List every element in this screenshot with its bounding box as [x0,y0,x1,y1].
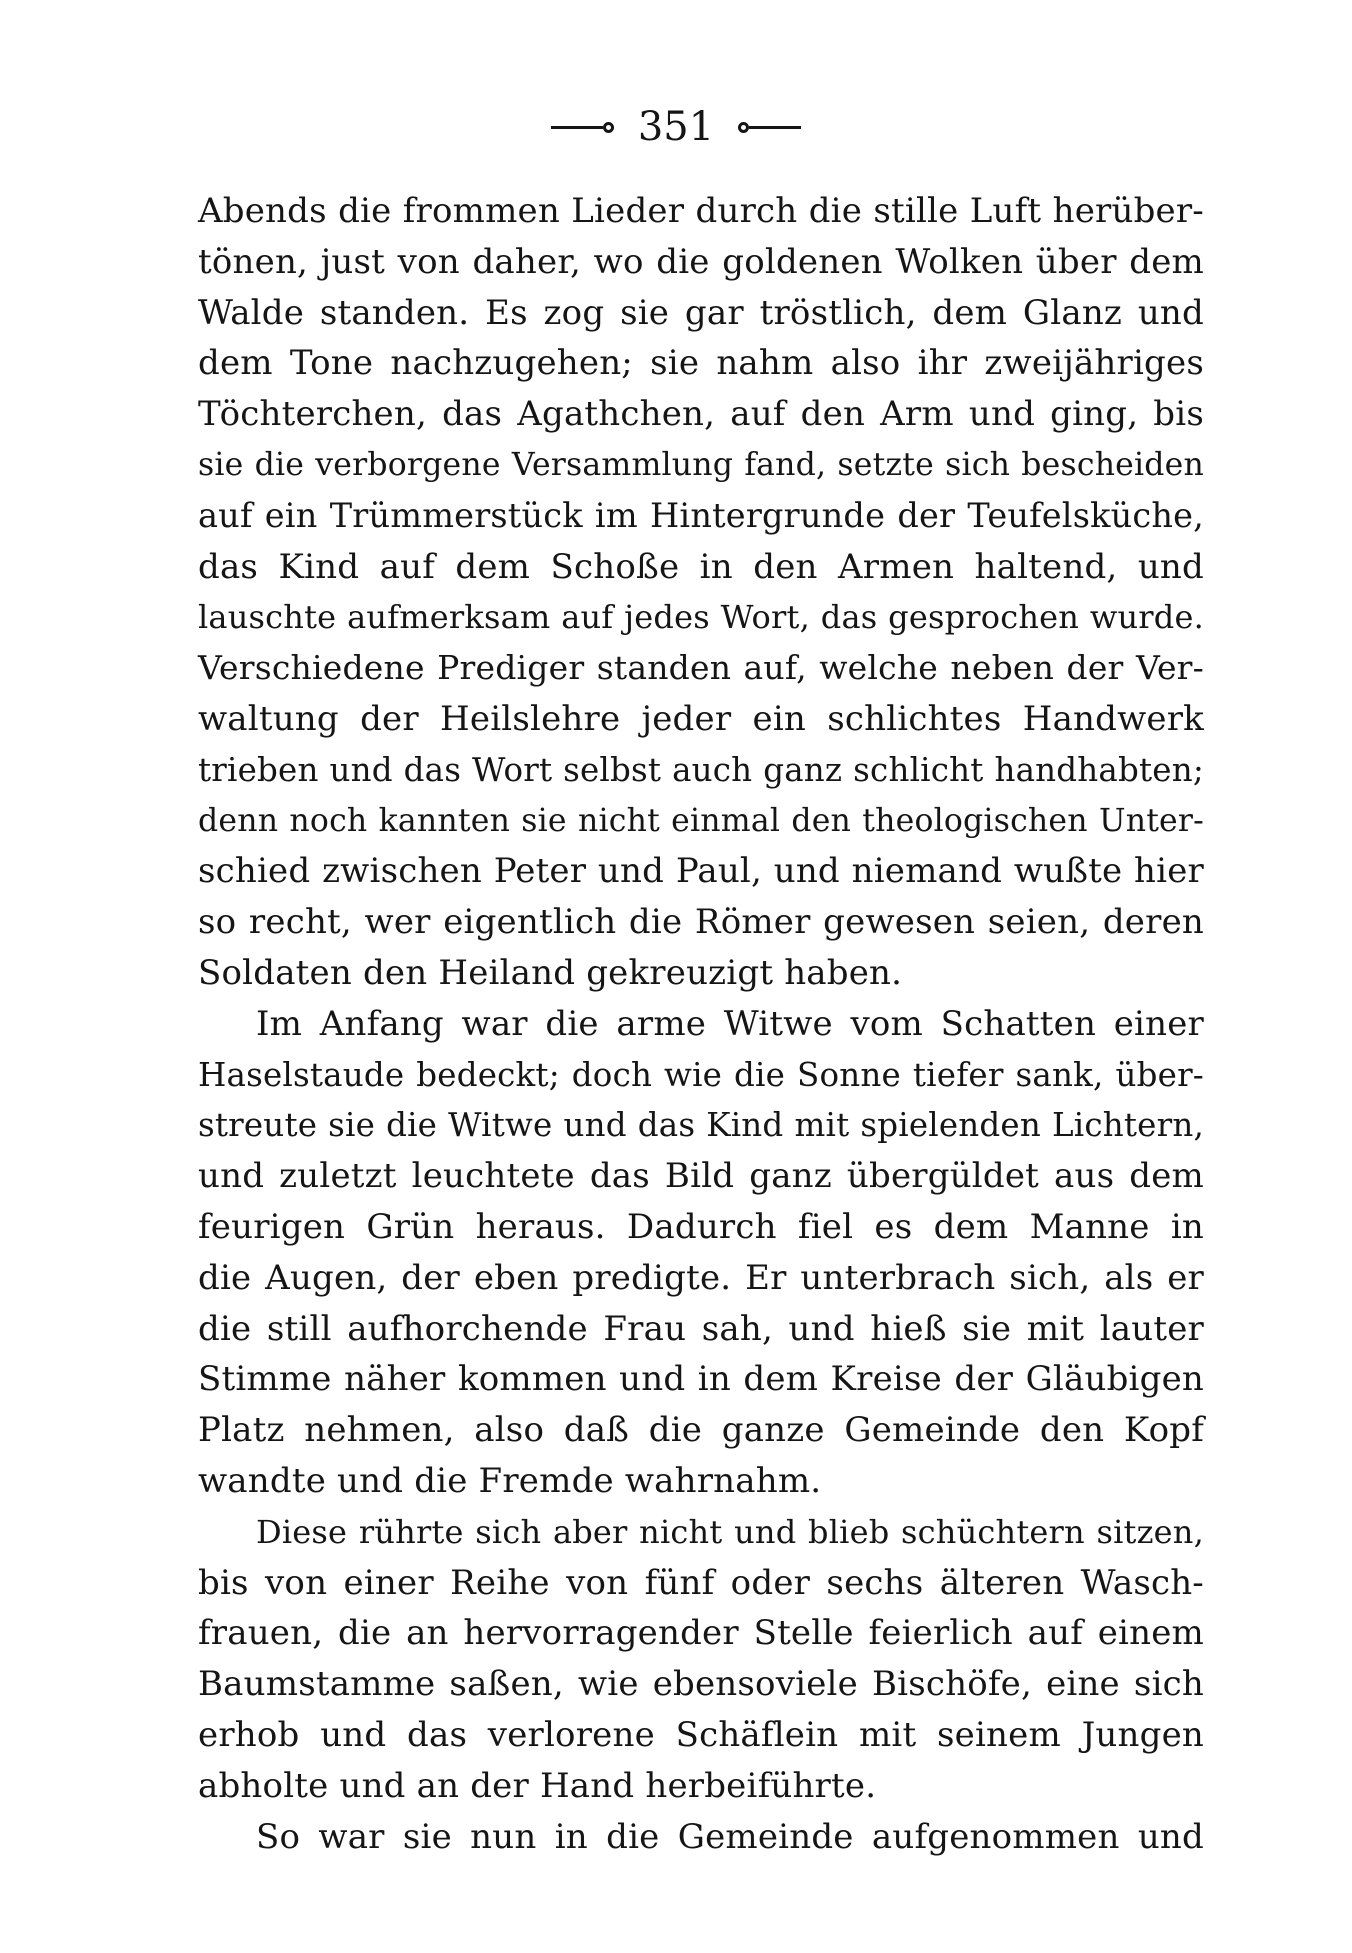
ornament-line [551,126,603,129]
text-line: auf ein Trümmerstück im Hintergrunde der Teufelsküche, [198,495,1204,535]
text-line: Verschiedene Prediger standen auf, welche neben der Ver- [198,648,1204,688]
text-line: Walde standen. Es zog sie gar tröstlich, dem Glanz und [198,292,1204,333]
body-text [198,186,1204,1862]
text-line: so recht, wer eigentlich die Römer gewesen seien, deren [198,902,1204,943]
text-line: wandte und die Fremde wahrnahm. [198,1460,822,1501]
right-ornament [738,122,801,133]
ornament-line [749,126,801,129]
text-line: schied zwischen Peter und Paul, und niemand wußte hier [198,851,1204,892]
text-line: das Kind auf dem Schoße in den Armen haltend, und [198,546,1204,587]
text-line: abholte und an der Hand herbeiführte. [198,1765,877,1806]
text-line: Töchterchen, das Agathchen, auf den Arm und ging, bis [198,394,1204,435]
text-line: So war sie nun in die Gemeinde aufgenommen und [256,1816,1204,1857]
ornament-ring [603,122,614,133]
text-line: frauen, die an hervorragender Stelle feierlich auf einem [198,1613,1204,1654]
text-line: bis von einer Reihe von fünf oder sechs älteren Wasch- [198,1562,1204,1603]
text-line: trieben und das Wort selbst auch ganz schlicht handhabten; [198,750,1204,789]
text-line: Soldaten den Heiland gekreuzigt haben. [198,952,903,993]
text-line: lauschte aufmerksam auf jedes Wort, das gesprochen wurde. [198,598,1204,637]
text-line: Haselstaude bedeckt; doch wie die Sonne tiefer sank, über- [198,1055,1204,1094]
text-line: die still aufhorchende Frau sah, und hieß sie mit lauter [198,1308,1204,1349]
text-line: Im Anfang war die arme Witwe vom Schatten einer [256,1003,1204,1044]
text-line: dem Tone nachzugehen; sie nahm also ihr zweijähriges [198,343,1204,384]
text-line: waltung der Heilslehre jeder ein schlichtes Handwerk [198,698,1204,739]
text-line: Diese rührte sich aber nicht und blieb schüchtern sitzen, [256,1512,1204,1551]
text-line: denn noch kannten sie nicht einmal den theologischen Unter- [198,802,1204,839]
ornament-ring [738,122,749,133]
text-line: Abends die frommen Lieder durch die stille Luft herüber- [198,191,1204,231]
text-line: tönen, just von daher, wo die goldenen Wolken über dem [198,241,1204,282]
text-line: Baumstamme saßen, wie ebensoviele Bischöfe, eine sich [198,1664,1204,1705]
text-line: feurigen Grün heraus. Dadurch fiel es dem Manne in [198,1206,1204,1247]
page-number: 351 [637,104,715,150]
text-line: streute sie die Witwe und das Kind mit spielenden Lichtern, [198,1106,1204,1145]
text-line: erhob und das verlorene Schäflein mit seinem Jungen [198,1714,1204,1755]
text-line: Platz nehmen, also daß die ganze Gemeinde den Kopf [198,1410,1204,1451]
text-line: und zuletzt leuchtete das Bild ganz übergüldet aus dem [198,1156,1204,1197]
page-header [0,102,1352,152]
left-ornament [551,122,614,133]
text-line: sie die verborgene Versammlung fand, setzte sich bescheiden [198,446,1204,483]
text-line: Stimme näher kommen und in dem Kreise der Gläubigen [198,1359,1204,1400]
text-line: die Augen, der eben predigte. Er unterbrach sich, als er [198,1257,1204,1298]
